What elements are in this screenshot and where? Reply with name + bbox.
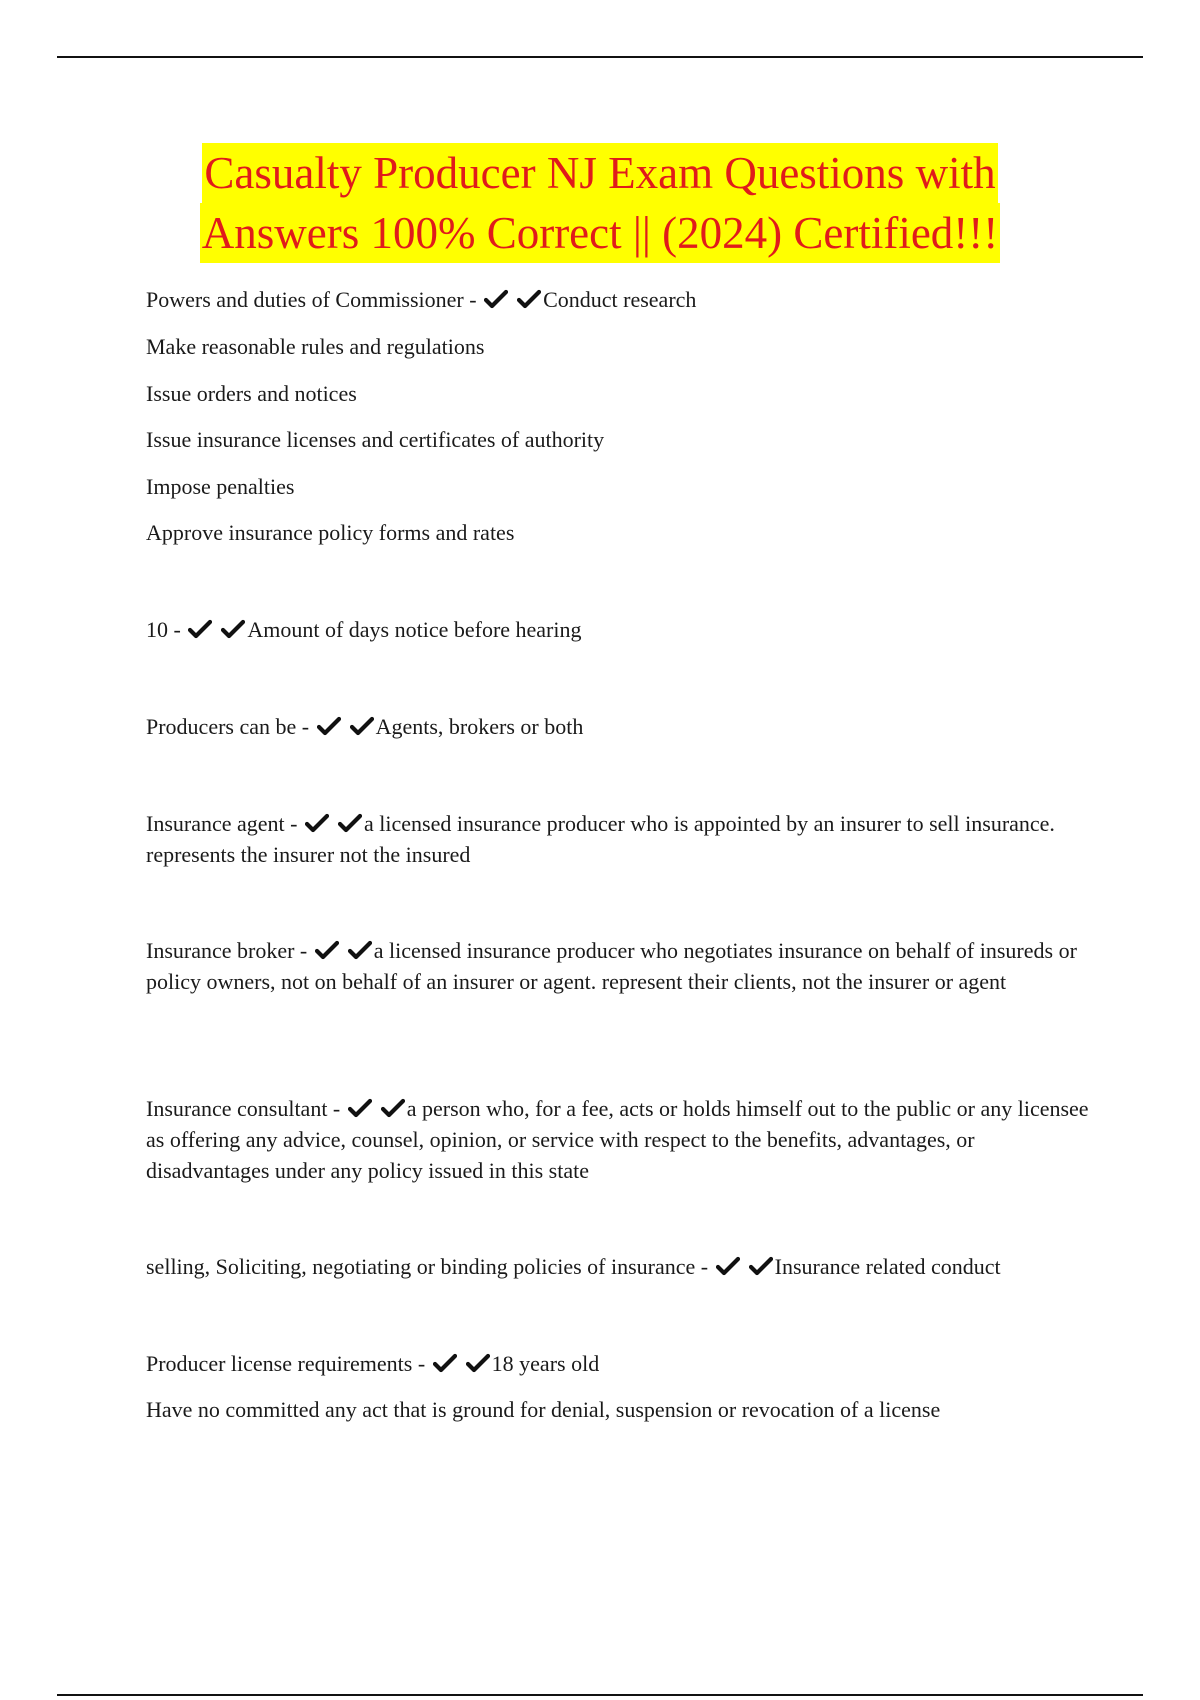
bottom-rule	[57, 1694, 1143, 1696]
check-mark-icon	[381, 1098, 405, 1118]
entry-term: Insurance agent -	[146, 811, 298, 836]
check-mark-icon	[716, 1256, 740, 1276]
check-mark-icon	[188, 619, 212, 639]
entry-answer: Insurance related conduct	[774, 1254, 1001, 1279]
qa-entry-insurance-related-conduct	[146, 1251, 1146, 1282]
list-item: Issue insurance licenses and certificates of authority	[146, 427, 605, 452]
check-mark-icon	[348, 940, 372, 960]
list-item: Impose penalties	[146, 474, 295, 499]
check-pair	[305, 808, 364, 839]
check-mark-icon	[749, 1256, 773, 1276]
check-mark-icon	[317, 716, 341, 736]
entry-term: Insurance consultant -	[146, 1096, 341, 1121]
qa-entry-license-requirements	[146, 1348, 1096, 1379]
entry-answer: Amount of days notice before hearing	[247, 617, 582, 642]
entry-term: selling, Soliciting, negotiating or binding policies of insurance -	[146, 1254, 709, 1279]
list-item: Make reasonable rules and regulations	[146, 334, 485, 359]
entry-term: Powers and duties of Commissioner -	[146, 287, 477, 312]
check-mark-icon	[484, 289, 508, 309]
check-mark-icon	[350, 716, 374, 736]
entry-term: Producer license requirements -	[146, 1351, 426, 1376]
check-mark-icon	[221, 619, 245, 639]
check-mark-icon	[348, 1098, 372, 1118]
qa-entry-insurance-broker	[146, 935, 1096, 997]
check-pair	[716, 1251, 775, 1282]
title-line-1: Casualty Producer NJ Exam Questions with	[202, 143, 997, 203]
entry-answer: 18 years old	[491, 1351, 600, 1376]
list-item: Issue orders and notices	[146, 381, 357, 406]
check-mark-icon	[305, 813, 329, 833]
entry-answer: Conduct research	[543, 287, 697, 312]
top-rule	[57, 56, 1143, 58]
check-pair	[315, 935, 374, 966]
qa-entry-insurance-consultant	[146, 1093, 1096, 1186]
qa-entry-producers	[146, 711, 1096, 742]
title-line-2: Answers 100% Correct || (2024) Certified!!!	[200, 203, 1001, 263]
check-mark-icon	[517, 289, 541, 309]
check-mark-icon	[433, 1353, 457, 1373]
entry-answer: a person who, for a fee, acts or holds himself out to the public or any licensee as offering any advice, counsel, opinion, or service with respect to the benefits, advantages, or disadvantages under any policy issued in this state	[146, 1096, 1089, 1183]
list-item: Have no committed any act that is ground for denial, suspension or revocation of a license	[146, 1397, 941, 1422]
qa-entry-insurance-agent	[146, 808, 1096, 870]
entry-answer: a licensed insurance producer who is appointed by an insurer to sell insurance. represents the insurer not the insured	[146, 811, 1055, 867]
check-mark-icon	[315, 940, 339, 960]
check-pair	[433, 1348, 492, 1379]
check-pair	[348, 1093, 407, 1124]
entry-term: Insurance broker -	[146, 938, 308, 963]
entry-answer: Agents, brokers or both	[375, 714, 584, 739]
entry-answer: a licensed insurance producer who negotiates insurance on behalf of insureds or policy owners, not on behalf of an insurer or agent. represent their clients, not the insurer or agent	[146, 938, 1077, 994]
list-item: Approve insurance policy forms and rates	[146, 520, 515, 545]
qa-entry-commissioner	[146, 284, 1096, 315]
check-pair	[484, 284, 543, 315]
check-pair	[188, 614, 247, 645]
check-mark-icon	[338, 813, 362, 833]
document-title	[0, 143, 1200, 263]
entry-term: 10 -	[146, 617, 181, 642]
entry-term: Producers can be -	[146, 714, 310, 739]
check-pair	[317, 711, 376, 742]
qa-entry-hearing-notice	[146, 614, 1096, 645]
check-mark-icon	[466, 1353, 490, 1373]
